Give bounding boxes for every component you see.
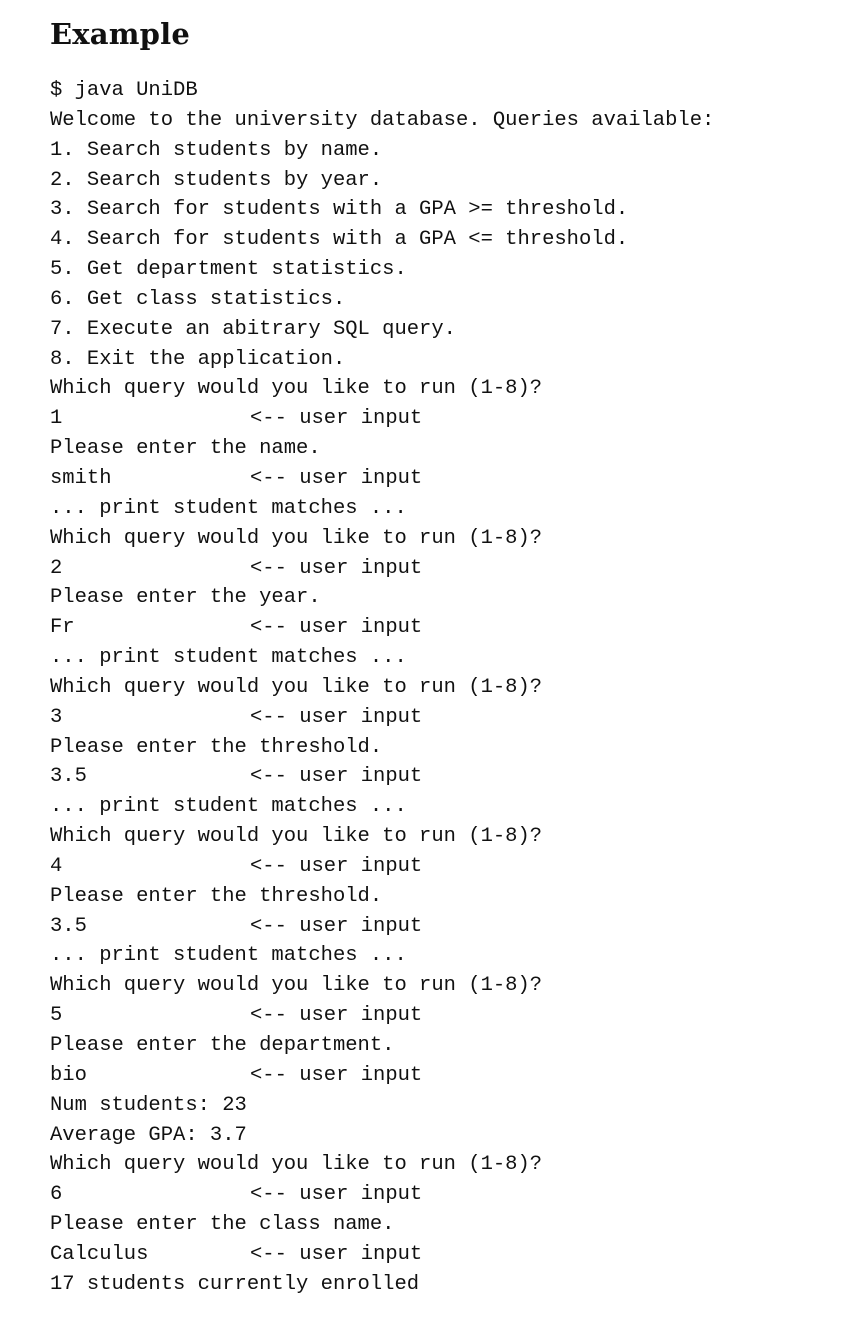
menu-item-1: 1. Search students by name. — [50, 138, 383, 162]
input-request: Please enter the name. — [50, 437, 321, 461]
user-input-line — [50, 1180, 714, 1210]
user-input-line — [50, 1001, 714, 1031]
menu-item-8: 8. Exit the application. — [50, 347, 346, 371]
user-input-line — [50, 703, 714, 733]
user-input-annotation: <-- user input — [250, 556, 423, 580]
query-prompt: Which query would you like to run (1-8)? — [50, 377, 543, 401]
input-request: Please enter the department. — [50, 1034, 395, 1057]
page-heading: Example — [50, 17, 191, 51]
menu-item-2: 2. Search students by year. — [50, 168, 383, 192]
user-input-line — [50, 852, 714, 882]
query-output: ... print student matches ... — [50, 646, 407, 670]
input-request: Please enter the class name. — [50, 1213, 395, 1237]
user-input-annotation: <-- user input — [250, 616, 423, 640]
user-input-annotation: <-- user input — [250, 1004, 423, 1028]
user-input-annotation: <-- user input — [250, 854, 423, 878]
query-prompt: Which query would you like to run (1-8)? — [50, 825, 543, 849]
query-output: 17 students currently enrolled — [50, 1272, 420, 1296]
input-request: Please enter the year. — [50, 586, 321, 610]
user-input-value: 3.5 — [50, 914, 87, 938]
user-input-annotation: <-- user input — [250, 407, 423, 431]
command-line: $ java UniDB — [50, 79, 198, 102]
query-output: ... print student matches ... — [50, 944, 407, 968]
terminal-transcript — [50, 76, 714, 1300]
menu-item-6: 6. Get class statistics. — [50, 287, 346, 311]
user-input-line — [50, 1240, 714, 1270]
user-input-value: 4 — [50, 854, 63, 878]
user-input-line — [50, 554, 714, 584]
query-output: ... print student matches ... — [50, 795, 407, 819]
menu-item-4: 4. Search for students with a GPA <= threshold. — [50, 228, 629, 252]
user-input-value: Calculus — [50, 1242, 149, 1266]
input-request: Please enter the threshold. — [50, 884, 383, 908]
user-input-line — [50, 762, 714, 792]
user-input-value: 1 — [50, 407, 63, 431]
menu-item-5: 5. Get department statistics. — [50, 258, 407, 282]
query-output: Num students: 23 — [50, 1093, 247, 1117]
welcome-message: Welcome to the university database. Queries available: — [50, 108, 715, 132]
user-input-line — [50, 404, 714, 434]
query-output: Average GPA: 3.7 — [50, 1123, 247, 1147]
user-input-line — [50, 464, 714, 494]
user-input-annotation: <-- user input — [250, 1183, 423, 1207]
query-prompt: Which query would you like to run (1-8)? — [50, 1153, 543, 1177]
user-input-value: 5 — [50, 1004, 63, 1028]
user-input-value: 2 — [50, 556, 63, 580]
user-input-value: smith — [50, 466, 112, 490]
query-prompt: Which query would you like to run (1-8)? — [50, 526, 543, 550]
user-input-value: 3 — [50, 705, 63, 729]
user-input-annotation: <-- user input — [250, 705, 423, 729]
user-input-annotation: <-- user input — [250, 1242, 423, 1266]
user-input-value: bio — [50, 1063, 87, 1087]
user-input-line — [50, 613, 714, 643]
user-input-line — [50, 912, 714, 942]
user-input-annotation: <-- user input — [250, 1063, 423, 1087]
user-input-value: 3.5 — [50, 765, 87, 789]
query-prompt: Which query would you like to run (1-8)? — [50, 974, 543, 998]
user-input-annotation: <-- user input — [250, 765, 423, 789]
user-input-value: Fr — [50, 616, 75, 640]
menu-item-3: 3. Search for students with a GPA >= threshold. — [50, 198, 629, 222]
user-input-annotation: <-- user input — [250, 466, 423, 490]
input-request: Please enter the threshold. — [50, 735, 383, 759]
query-output: ... print student matches ... — [50, 496, 407, 520]
user-input-line — [50, 1061, 714, 1091]
menu-item-7: 7. Execute an abitrary SQL query. — [50, 317, 456, 341]
user-input-annotation: <-- user input — [250, 914, 423, 938]
query-prompt: Which query would you like to run (1-8)? — [50, 675, 543, 699]
user-input-value: 6 — [50, 1183, 63, 1207]
